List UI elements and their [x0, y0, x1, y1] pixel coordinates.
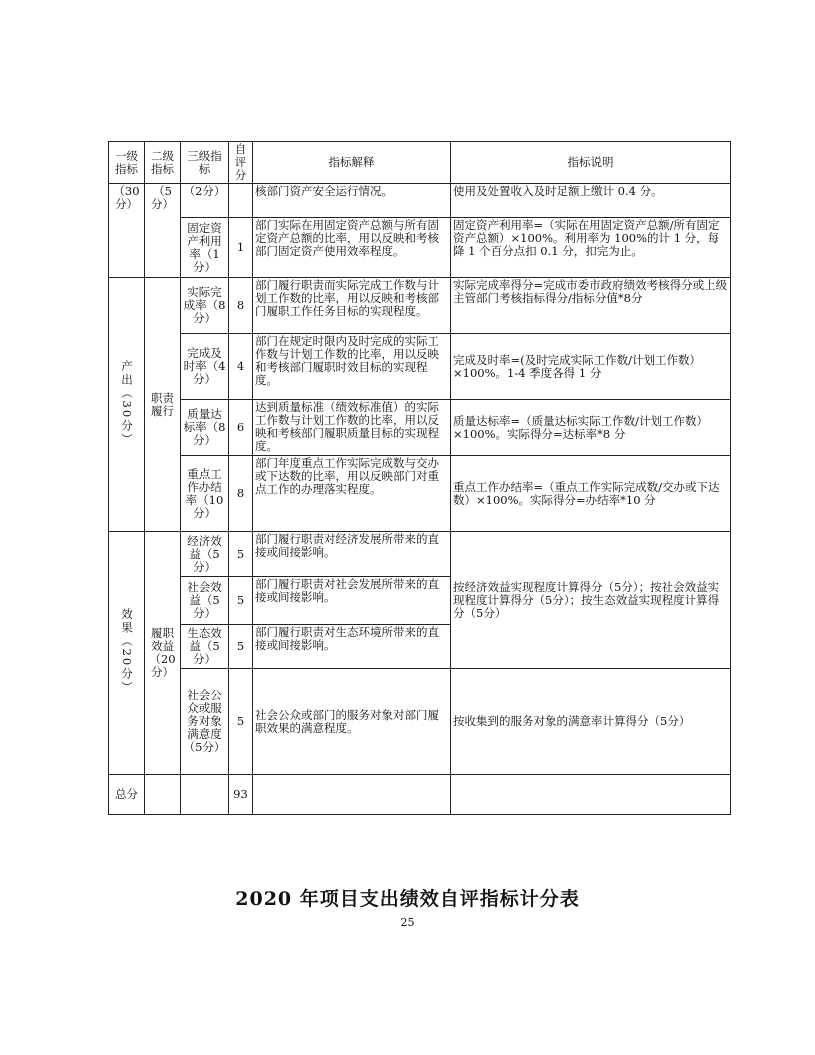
carry-level3: （2分） [181, 184, 229, 218]
fixed-asset-explanation: 部门实际在用固定资产总额与所有固定资产总额的比率，用以反映和考核部门固定资产使用效率程度。 [253, 218, 451, 278]
effect-explanation: 部门履行职责对生态环境所带来的直接或间接影响。 [253, 625, 451, 669]
output-level3: 质量达标率（8分） [181, 400, 229, 456]
output-level3: 重点工作办结率（10分） [181, 456, 229, 532]
output-description: 实际完成率得分=完成市委市政府绩效考核得分或上级主管部门考核指标得分/指标分值*8分 [451, 278, 731, 334]
output-description: 完成及时率=(及时完成实际工作数/计划工作数）×100%。1-4 季度各得 1 分 [451, 334, 731, 400]
page-number: 25 [400, 916, 415, 929]
output-explanation: 部门履行职责而实际完成工作数与计划工作数的比率，用以反映和考核部门履职工作任务目标的实现程度。 [253, 278, 451, 334]
output-description: 重点工作办结率=（重点工作实际完成数/交办或下达数）×100%。实际得分=办结率*10 分 [451, 456, 731, 532]
header-explanation: 指标解释 [253, 142, 451, 184]
fixed-asset-row [109, 218, 731, 278]
carry-level1: （30分） [109, 184, 145, 278]
scoring-table [108, 141, 731, 815]
header-level1: 一级指标 [109, 142, 145, 184]
output-explanation: 达到质量标准（绩效标准值）的实际工作数与计划工作数的比率，用以反映和考核部门履职质量目标的实现程度。 [253, 400, 451, 456]
effect-level3: 经济效益（5分） [181, 532, 229, 577]
output-score: 8 [229, 278, 253, 334]
total-score: 93 [229, 775, 253, 815]
output-explanation: 部门在规定时限内及时完成的实际工作数与计划工作数的比率，用以反映和考核部门履职时效目标的实现程度。 [253, 334, 451, 400]
header-level2: 二级指标 [145, 142, 181, 184]
total-empty-cell [253, 775, 451, 815]
carry-row [109, 184, 731, 218]
output-row-4 [109, 456, 731, 532]
satisfaction-explanation: 社会公众或部门的服务对象对部门履职效果的满意程度。 [253, 669, 451, 775]
fixed-asset-description: 固定资产利用率=（实际在用固定资产总额/所有固定资产总额）×100%。利用率为 100%的计 1 分，每降 1 个百分点扣 0.1 分，扣完为止。 [451, 218, 731, 278]
header-description: 指标说明 [451, 142, 731, 184]
fixed-asset-score: 1 [229, 218, 253, 278]
total-empty-cell [181, 775, 229, 815]
output-score: 6 [229, 400, 253, 456]
output-level1-cell [109, 278, 145, 532]
effect-score: 5 [229, 532, 253, 577]
satisfaction-row [109, 669, 731, 775]
effect-row-1 [109, 532, 731, 577]
effect-score: 5 [229, 625, 253, 669]
effect-explanation: 部门履行职责对经济发展所带来的直接或间接影响。 [253, 532, 451, 577]
effect-shared-description: 按经济效益实现程度计算得分（5分）；按社会效益实现程度计算得分（5分）；按生态效益实现程度计算得分（5分） [451, 532, 731, 669]
total-label: 总分 [109, 775, 145, 815]
effect-level1-cell [109, 532, 145, 775]
carry-explanation: 核部门资产安全运行情况。 [253, 184, 451, 218]
satisfaction-level3: 社会公众或服务对象满意度（5分） [181, 669, 229, 775]
effect-score: 5 [229, 577, 253, 625]
total-row [109, 775, 731, 815]
output-score: 8 [229, 456, 253, 532]
effect-level3: 生态效益（5分） [181, 625, 229, 669]
effect-level1: 效果（20分） [120, 608, 134, 695]
output-level3: 完成及时率（4分） [181, 334, 229, 400]
header-row [109, 142, 731, 184]
output-score: 4 [229, 334, 253, 400]
output-level2: 职责履行 [145, 278, 181, 532]
output-level3: 实际完成率（8分） [181, 278, 229, 334]
effect-level2: 履职效益（20分） [145, 532, 181, 775]
carry-description: 使用及处置收入及时足额上缴计 0.4 分。 [451, 184, 731, 218]
output-explanation: 部门年度重点工作实际完成数与交办或下达数的比率，用以反映部门对重点工作的办理落实程度。 [253, 456, 451, 532]
carry-level2: （5分） [145, 184, 181, 278]
effect-level3: 社会效益（5分） [181, 577, 229, 625]
header-self-score: 自评分 [229, 142, 253, 184]
output-row-1 [109, 278, 731, 334]
output-row-3 [109, 400, 731, 456]
carry-score-cell [229, 184, 253, 218]
output-row-2 [109, 334, 731, 400]
document-title: 2020 年项目支出绩效自评指标计分表 [235, 888, 580, 910]
effect-explanation: 部门履行职责对社会发展所带来的直接或间接影响。 [253, 577, 451, 625]
total-empty-cell [451, 775, 731, 815]
satisfaction-description: 按收集到的服务对象的满意率计算得分（5分） [451, 669, 731, 775]
header-level3: 三级指标 [181, 142, 229, 184]
output-level1: 产出（30分） [120, 359, 134, 447]
fixed-asset-level3: 固定资产利用率（1分） [181, 218, 229, 278]
total-empty-cell [145, 775, 181, 815]
satisfaction-score: 5 [229, 669, 253, 775]
output-description: 质量达标率=（质量达标实际工作数/计划工作数）×100%。实际得分=达标率*8 分 [451, 400, 731, 456]
